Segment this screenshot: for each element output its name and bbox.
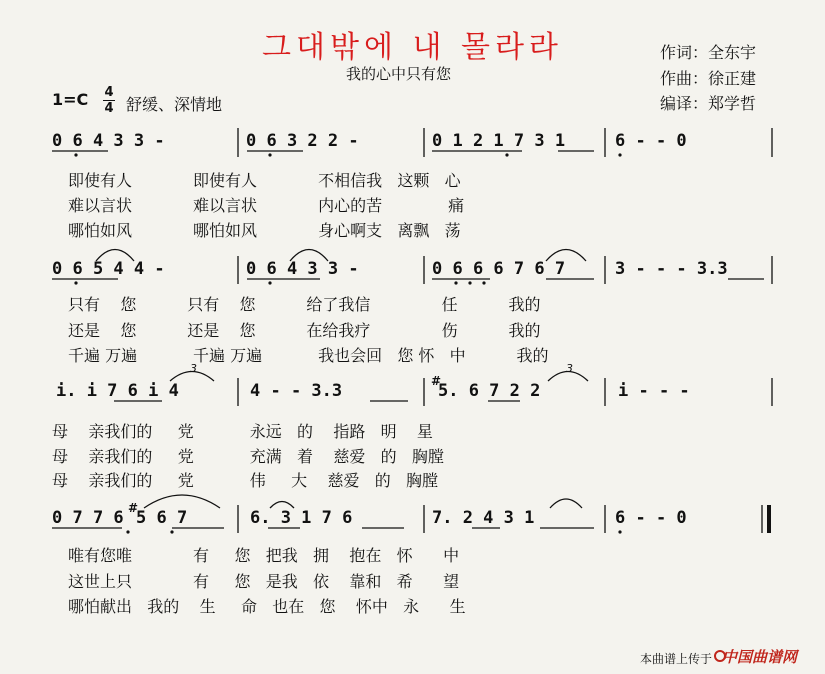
notes-measure-2-2: 0 6 4 3 3 - [246, 259, 359, 279]
sharp-sign: # [128, 501, 139, 515]
lyrics-line-2-verse-2: 还是 您 还是 您 在给我疗 伤 我的 [68, 321, 541, 340]
system-3 [56, 362, 772, 406]
key-signature: 1=C [52, 90, 89, 109]
lyrics-line-4-verse-1: 唯有您唯 有 您 把我 拥 抱在 怀 中 [68, 546, 460, 565]
lyrics-line-3-verse-2: 母 亲我们的 党 充满 着 慈爱 的 胸膛 [52, 447, 444, 466]
lyrics-line-4-verse-2: 这世上只 有 您 是我 依 靠和 希 望 [68, 572, 460, 591]
notes-measure-3-2: 4 - - 3.3 [250, 381, 343, 401]
notes-measure-1-4: 6 - - 0 [615, 131, 687, 151]
notes-measure-3-4: i - - - [618, 381, 690, 401]
arranger-credit: 编译：郑学哲 [660, 94, 757, 113]
system-2 [52, 250, 772, 285]
system-4 [52, 495, 771, 534]
time-signature-bottom: 4 [104, 101, 114, 116]
song-title: 그대밖에 내 몰라라 [262, 30, 563, 65]
time-signature-top: 4 [104, 85, 114, 100]
lyrics-line-3-verse-3: 母 亲我们的 党 伟 大 慈爱 的 胸膛 [52, 471, 439, 490]
lyrics-line-1-verse-2: 难以言状 难以言状 内心的苦 痛 [68, 196, 465, 215]
composer-credit: 作曲：徐正建 [660, 69, 757, 88]
triplet-mark: 3 [566, 362, 573, 375]
notes-measure-4-1: 0 7 7 6 [52, 508, 124, 528]
song-subtitle: 我的心中只有您 [346, 65, 452, 83]
lyrics-line-3-verse-1: 母 亲我们的 党 永远 的 指路 明 星 [52, 422, 433, 441]
notes-measure-1-2: 0 6 3 2 2 - [246, 131, 359, 151]
notes-measure-2-1: 0 6 5 4 4 - [52, 259, 165, 279]
notes-measure-1-3: 0 1 2 1 7 3 1 [432, 131, 566, 151]
upload-notice: 本曲谱上传于 [640, 652, 713, 666]
notes-measure-3-1: i. i 7 6 i 4 [56, 381, 179, 401]
notes-measure-4-3: 7. 2 4 3 1 [432, 508, 535, 528]
lyrics-line-2-verse-1: 只有 您 只有 您 给了我信 任 我的 [68, 295, 541, 314]
notes-measure-1-1: 0 6 4 3 3 - [52, 131, 165, 151]
notes-measure-3-3: 5. 6 7 2 2 [438, 381, 541, 401]
lyrics-line-2-verse-3: 千遍 万遍 千遍 万遍 我也会回 您 怀 中 我的 [68, 346, 549, 365]
notes-measure-4-1b: 5 6 7 [136, 508, 188, 528]
lyrics-line-1-verse-3: 哪怕如风 哪怕如风 身心啊支 离飘 荡 [68, 221, 461, 240]
sharp-sign: # [431, 374, 442, 388]
notes-measure-2-4: 3 - - - 3.3 [615, 259, 728, 279]
lyricist-credit: 作词：全东宇 [660, 43, 757, 62]
notes-measure-4-4: 6 - - 0 [615, 508, 687, 528]
triplet-mark: 3 [190, 362, 197, 375]
notes-measure-4-2: 6. 3 1 7 6 [250, 508, 353, 528]
system-1 [52, 128, 772, 157]
notes-measure-2-3: 0 6 6 6 7 6 7 [432, 259, 566, 279]
tempo-marking: 舒缓、深情地 [126, 95, 223, 114]
lyrics-line-4-verse-3: 哪怕献出 我的 生 命 也在 您 怀中 永 生 [68, 597, 466, 616]
lyrics-line-1-verse-1: 即使有人 即使有人 不相信我 这颗 心 [68, 171, 461, 190]
site-logo[interactable]: 中国曲谱网 [722, 648, 798, 666]
